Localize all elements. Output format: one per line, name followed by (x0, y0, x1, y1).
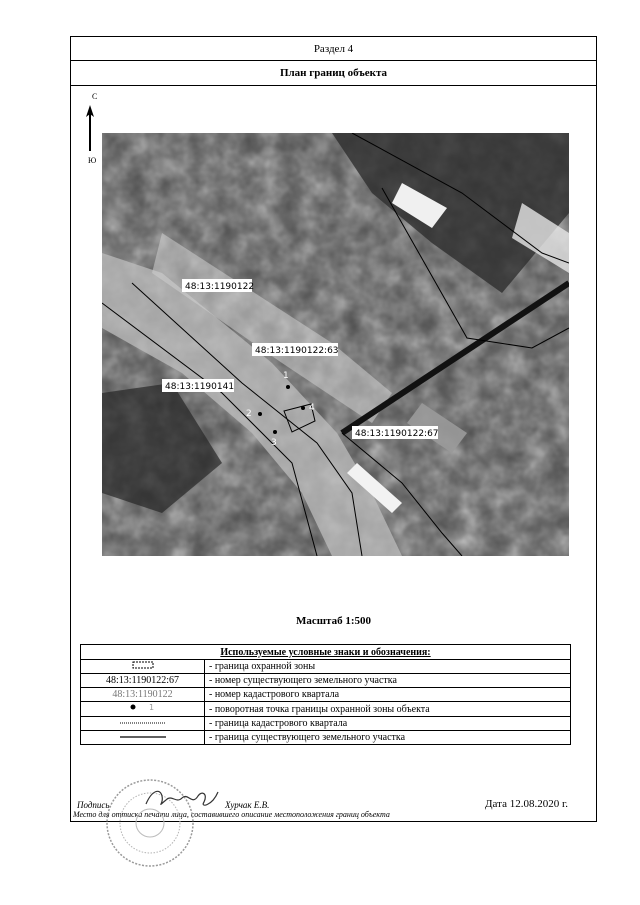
signature-label: Подпись (77, 800, 110, 810)
legend-desc: - граница существующего земельного участка (205, 731, 571, 745)
turning-point-2 (258, 412, 262, 416)
compass-south-label: Ю (88, 156, 97, 165)
turning-point-label-4: 4 (309, 403, 315, 413)
section-header: Раздел 4 (71, 37, 596, 61)
turning-point-label-1: 1 (283, 371, 289, 381)
handwritten-signature (142, 784, 222, 812)
turning-point-3 (273, 430, 277, 434)
aerial-map (102, 133, 569, 556)
turning-point-4 (301, 406, 305, 410)
map-label-parcel-63: 48:13:1190122:63 (255, 346, 339, 356)
legend-desc: - поворотная точка границы охранной зоны объекта (205, 702, 571, 717)
legend-desc: - граница кадастрового квартала (205, 717, 571, 731)
svg-text:1: 1 (148, 703, 154, 712)
legend-title: Используемые условные знаки и обозначения: (81, 645, 571, 660)
legend-symbol-parcel-number: 48:13:1190122:67 (81, 674, 205, 688)
turning-point-1 (286, 385, 290, 389)
map-scale: Масштаб 1:500 (295, 615, 371, 627)
turning-point-label-2: 2 (246, 409, 252, 419)
north-arrow-icon (86, 105, 94, 151)
legend-desc: - номер существующего земельного участка (205, 674, 571, 688)
map-label-quarter-141: 48:13:1190141 (165, 382, 235, 392)
map-label-quarter: 48:13:1190122 (185, 282, 255, 292)
legend-symbol-point (81, 702, 205, 717)
stamp-note: Место для оттиска печати лица, составившего описание местоположения границ объекта (73, 810, 390, 819)
page-title: План границ объекта (71, 61, 596, 86)
turning-point-label-3: 3 (271, 438, 277, 448)
document-date: Дата 12.08.2020 г. (485, 798, 568, 810)
legend-symbol-quarter-number: 48:13:1190122 (81, 688, 205, 702)
compass (79, 89, 101, 169)
document-frame (70, 36, 597, 822)
legend-symbol-quarter-boundary (81, 717, 205, 731)
legend-desc: - граница охранной зоны (205, 660, 571, 674)
legend-table (80, 644, 571, 745)
signer-name: Хурчак Е.В. (225, 800, 270, 810)
legend-symbol-zone (81, 660, 205, 674)
legend-symbol-parcel-boundary (81, 731, 205, 745)
legend-desc: - номер кадастрового квартала (205, 688, 571, 702)
map-label-parcel-67: 48:13:1190122:67 (355, 429, 439, 439)
compass-north-label: С (92, 92, 98, 101)
